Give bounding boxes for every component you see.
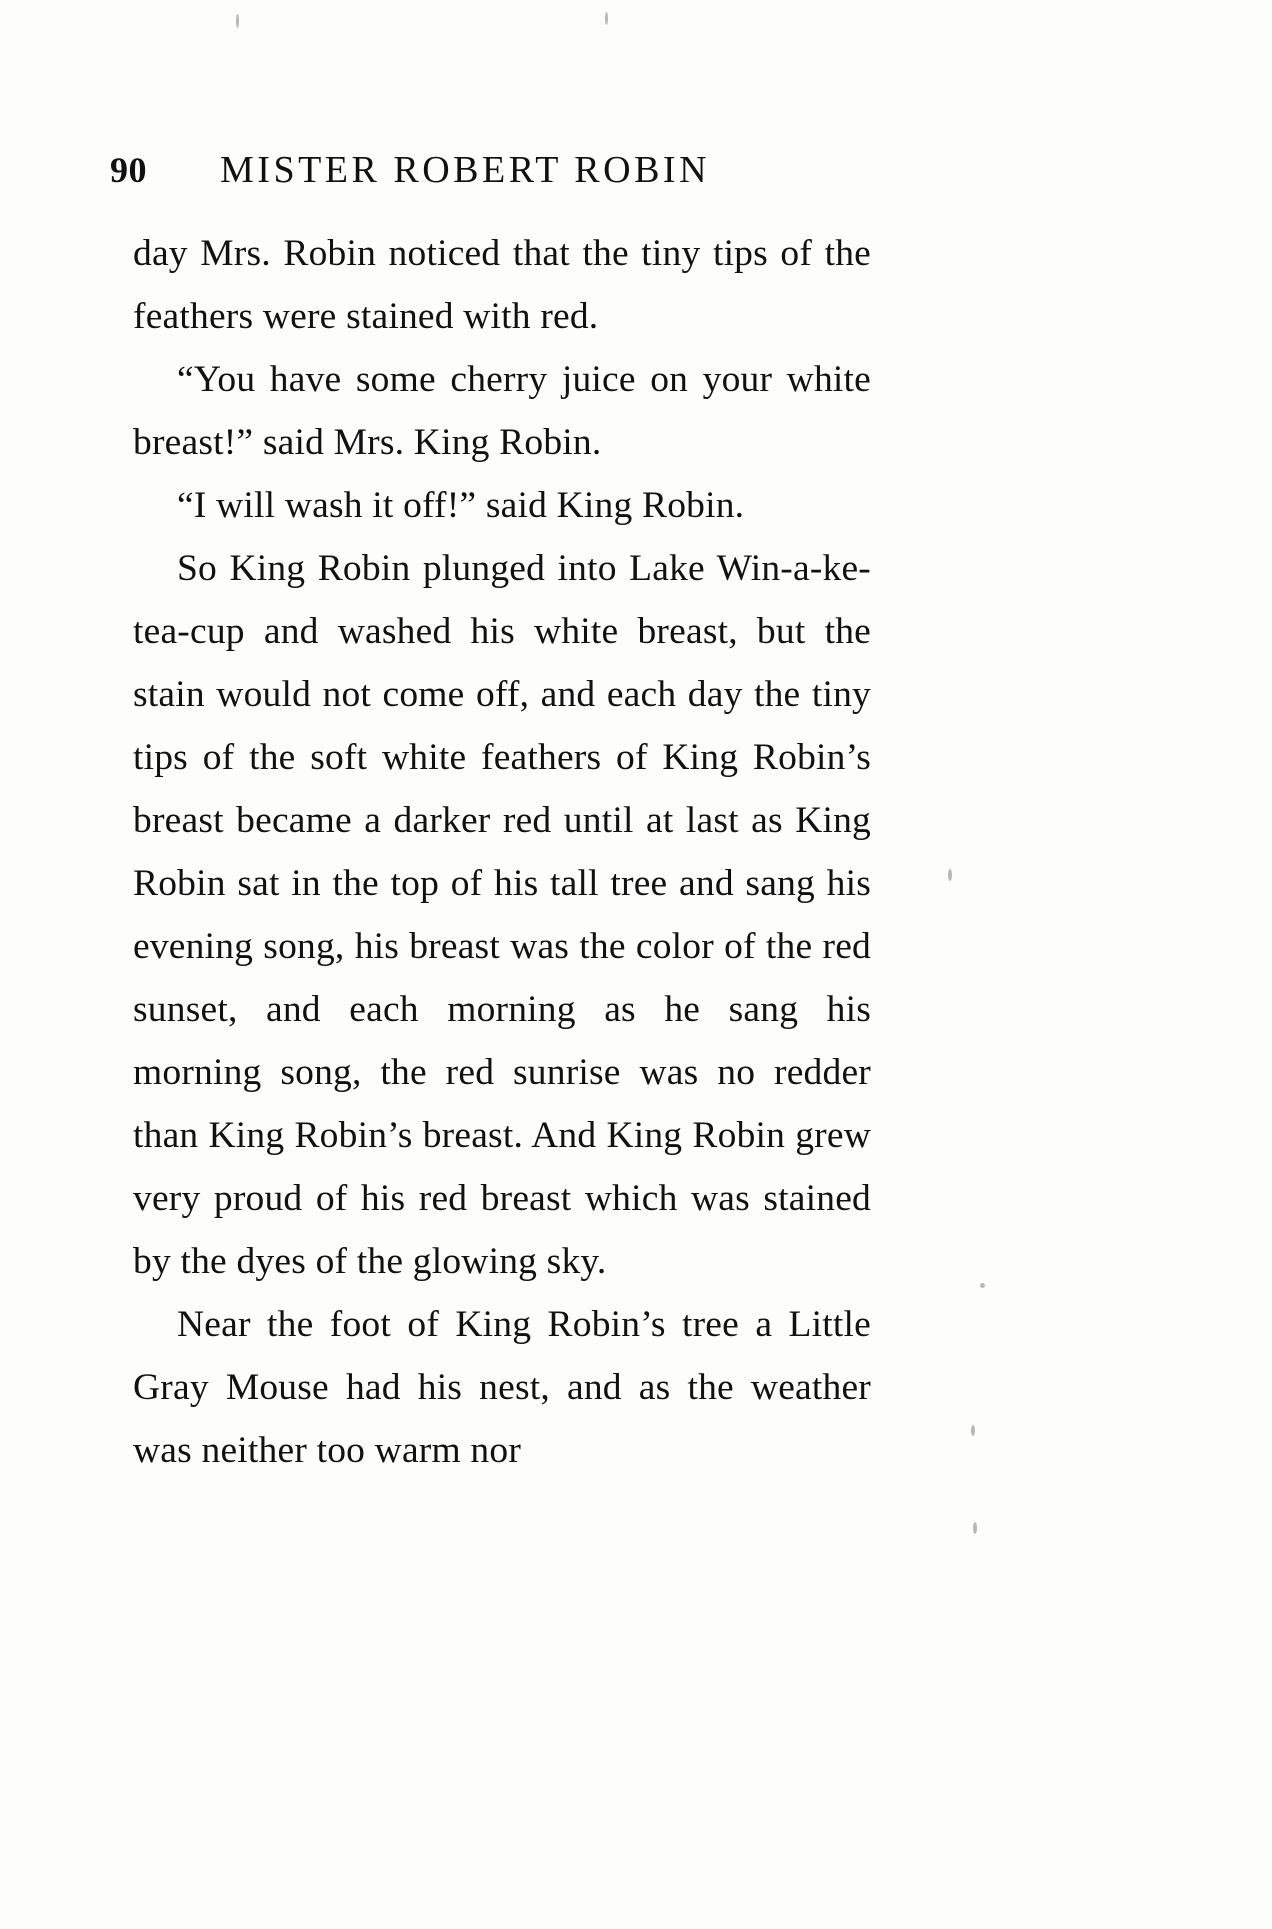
scan-speck — [605, 12, 608, 25]
paragraph: “You have some cherry juice on your white breast!” said Mrs. King Robin. — [133, 359, 871, 463]
paragraph: day Mrs. Robin noticed that the tiny tips of the feathers were stained with red. — [133, 233, 871, 337]
scan-speck — [980, 1283, 985, 1288]
page-number: 90 — [110, 150, 147, 190]
paragraph: So King Robin plunged into Lake Win-a-ke-tea-cup and washed his white breast, but the stain would not come off, and each day the tiny tips of the soft white feathers of King Robin’s breast became a darker red until at last as King Robin sat in the top of his tall tree and sang his evening song, his breast was the color of the red sunset, and each morning as he sang his morning song, the red sunrise was no redder than King Robin’s breast. And King Robin grew very proud of his red breast which was stained by the dyes of the glowing sky. — [133, 548, 871, 1282]
scan-speck — [973, 1522, 977, 1534]
paragraph: “I will wash it off!” said King Robin. — [177, 485, 745, 526]
scan-speck — [971, 1425, 975, 1436]
running-title: MISTER ROBERT ROBIN — [220, 149, 711, 191]
scan-speck — [948, 869, 952, 881]
page-body — [133, 222, 871, 1482]
page-header — [110, 148, 930, 192]
paragraph: Near the foot of King Robin’s tree a Little Gray Mouse had his nest, and as the weather was neither too warm nor — [133, 1304, 871, 1471]
scan-speck — [236, 14, 239, 28]
